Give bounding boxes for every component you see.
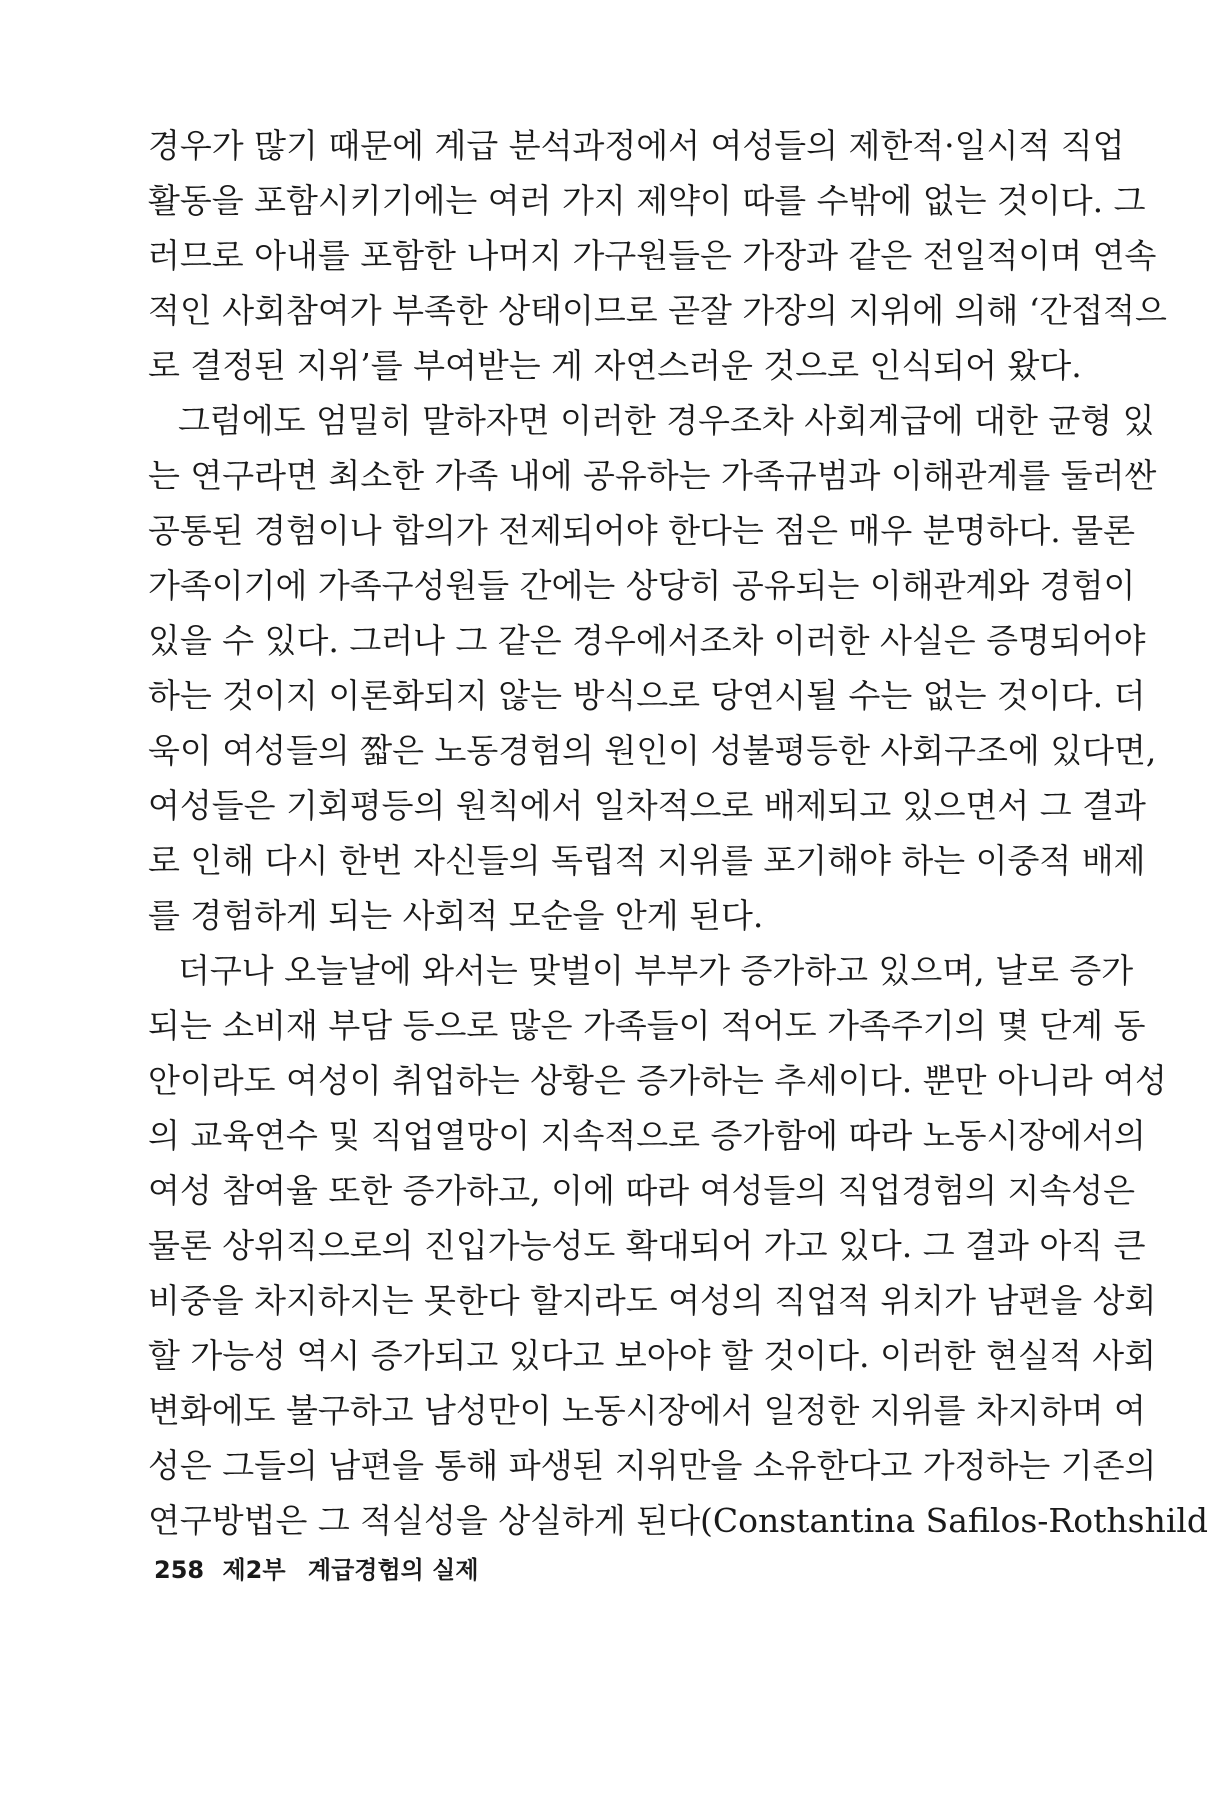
part-label: 제2부 — [222, 1556, 286, 1584]
page-footer — [154, 1550, 479, 1585]
text-line: 그럼에도 엄밀히 말하자면 이러한 경우조차 사회계급에 대한 균형 있 — [178, 401, 1155, 440]
text-line: 경우가 많기 때문에 계급 분석과정에서 여성들의 제한적·일시적 직업 — [148, 126, 1125, 165]
paragraph — [148, 943, 1208, 1548]
text-line: 하는 것이지 이론화되지 않는 방식으로 당연시될 수는 없는 것이다. 더 — [148, 676, 1146, 715]
page-number: 258 — [154, 1556, 205, 1584]
paragraph — [148, 393, 1157, 943]
text-line: 를 경험하게 되는 사회적 모순을 안게 된다. — [148, 896, 764, 935]
text-line: 로 인해 다시 한번 자신들의 독립적 지위를 포기해야 하는 이중적 배제 — [148, 841, 1146, 880]
text-line: 로 결정된 지위’를 부여받는 게 자연스러운 것으로 인식되어 왔다. — [148, 346, 1082, 385]
text-line: 러므로 아내를 포함한 나머지 가구원들은 가장과 같은 전일적이며 연속 — [148, 236, 1157, 275]
text-line: 가족이기에 가족구성원들 간에는 상당히 공유되는 이해관계와 경험이 — [148, 566, 1136, 605]
text-line: 할 가능성 역시 증가되고 있다고 보아야 할 것이다. 이러한 현실적 사회 — [148, 1336, 1156, 1375]
text-line: 활동을 포함시키기에는 여러 가지 제약이 따를 수밖에 없는 것이다. 그 — [148, 181, 1146, 220]
text-line: 있을 수 있다. 그러나 그 같은 경우에서조차 이러한 사실은 증명되어야 — [148, 621, 1146, 660]
text-line: 는 연구라면 최소한 가족 내에 공유하는 가족규범과 이해관계를 둘러싼 — [148, 456, 1157, 495]
text-line: 욱이 여성들의 짧은 노동경험의 원인이 성불평등한 사회구조에 있다면, — [148, 731, 1157, 770]
text-line: 적인 사회참여가 부족한 상태이므로 곧잘 가장의 지위에 의해 ‘간접적으 — [148, 291, 1167, 330]
text-line: 안이라도 여성이 취업하는 상황은 증가하는 추세이다. 뿐만 아니라 여성 — [148, 1061, 1167, 1100]
text-line: 변화에도 불구하고 남성만이 노동시장에서 일정한 지위를 차지하며 여 — [148, 1391, 1146, 1430]
text-line: 성은 그들의 남편을 통해 파생된 지위만을 소유한다고 가정하는 기존의 — [148, 1446, 1157, 1485]
text-line: 더구나 오늘날에 와서는 맞벌이 부부가 증가하고 있으며, 날로 증가 — [178, 951, 1134, 990]
part-title: 계급경험의 실제 — [307, 1556, 479, 1584]
text-line: 연구방법은 그 적실성을 상실하게 된다(Constantina Safilos-Rothshild — [148, 1501, 1208, 1540]
text-line: 여성들은 기회평등의 원칙에서 일차적으로 배제되고 있으면서 그 결과 — [148, 786, 1146, 825]
text-line: 물론 상위직으로의 진입가능성도 확대되어 가고 있다. 그 결과 아직 큰 — [148, 1226, 1146, 1265]
paragraph — [148, 118, 1167, 393]
text-line: 여성 참여율 또한 증가하고, 이에 따라 여성들의 직업경험의 지속성은 — [148, 1171, 1135, 1210]
text-line: 비중을 차지하지는 못한다 할지라도 여성의 직업적 위치가 남편을 상회 — [148, 1281, 1157, 1320]
body-text — [148, 118, 1208, 1548]
text-line: 되는 소비재 부담 등으로 많은 가족들이 적어도 가족주기의 몇 단계 동 — [148, 1006, 1146, 1045]
text-line: 공통된 경험이나 합의가 전제되어야 한다는 점은 매우 분명하다. 물론 — [148, 511, 1135, 550]
text-line: 의 교육연수 및 직업열망이 지속적으로 증가함에 따라 노동시장에서의 — [148, 1116, 1146, 1155]
